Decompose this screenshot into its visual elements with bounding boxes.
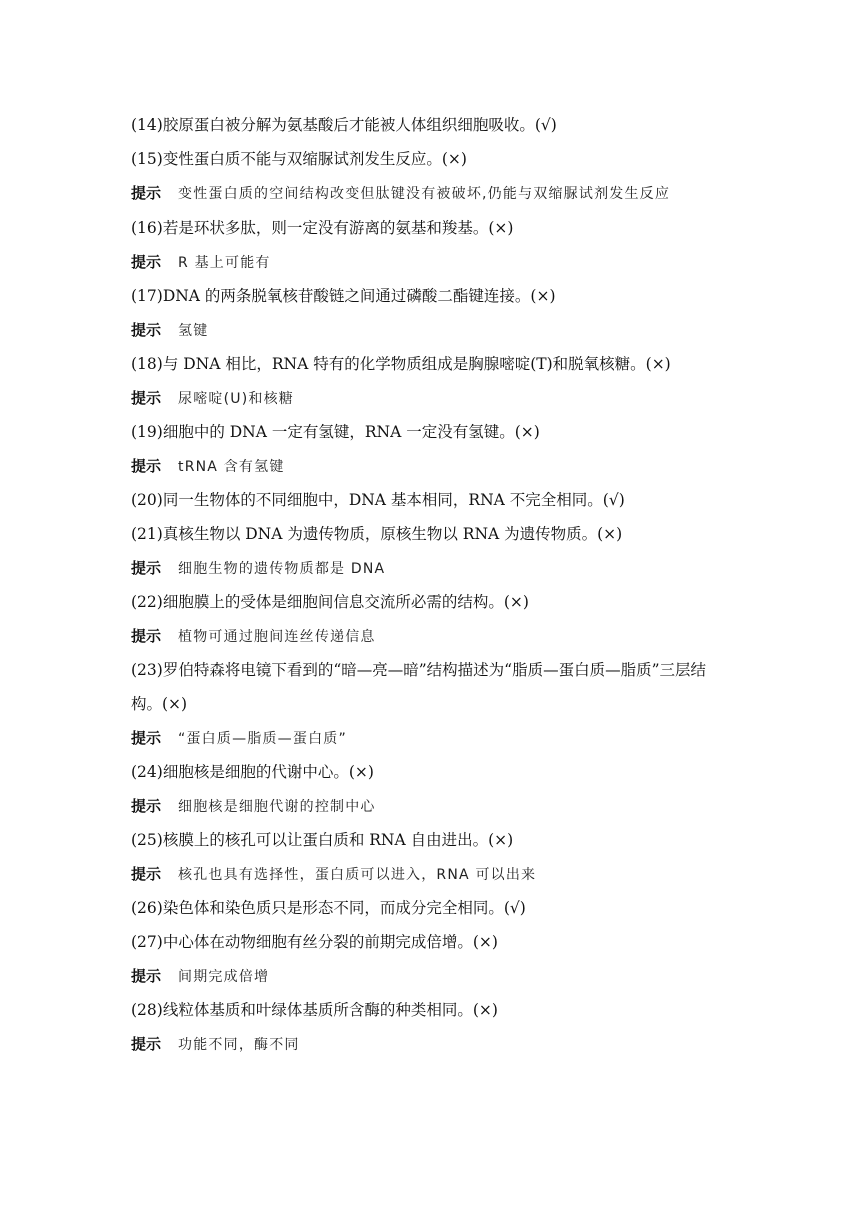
hint-18 (131, 381, 736, 415)
hint-16 (131, 245, 736, 279)
statement-18: (18)与 DNA 相比，RNA 特有的化学物质组成是胸腺嘧啶(T)和脱氧核糖。(×) (131, 355, 671, 373)
hint-15 (131, 176, 736, 211)
hint-label: 提示 (131, 321, 162, 339)
hint-label: 提示 (131, 865, 162, 883)
statement-19: (19)细胞中的 DNA 一定有氢键，RNA 一定没有氢键。(×) (131, 423, 540, 441)
statement-21: (21)真核生物以 DNA 为遗传物质，原核生物以 RNA 为遗传物质。(×) (131, 525, 623, 543)
hint-24 (131, 789, 736, 823)
hint-19 (131, 449, 736, 483)
statement-28: (28)线粒体基质和叶绿体基质所含酶的种类相同。(×) (131, 1001, 498, 1019)
hint-21 (131, 551, 736, 585)
hint-label: 提示 (131, 253, 162, 271)
hint-27 (131, 959, 736, 993)
statement-15: (15)变性蛋白质不能与双缩脲试剂发生反应。(×) (131, 150, 467, 168)
hint-text: 核孔也具有选择性，蛋白质可以进入，RNA 可以出来 (178, 867, 537, 883)
statement-24: (24)细胞核是细胞的代谢中心。(×) (131, 763, 374, 781)
hint-text: 细胞生物的遗传物质都是 DNA (178, 561, 386, 577)
statement-17: (17)DNA 的两条脱氧核苷酸链之间通过磷酸二酯键连接。(×) (131, 287, 556, 305)
statement-26: (26)染色体和染色质只是形态不同，而成分完全相同。(√) (131, 899, 526, 917)
hint-text: 功能不同，酶不同 (178, 1037, 300, 1053)
hint-28 (131, 1027, 736, 1061)
hint-25 (131, 857, 736, 891)
hint-text: “蛋白质—脂质—蛋白质” (178, 731, 347, 747)
hint-text: 氢键 (178, 323, 209, 339)
hint-label: 提示 (131, 729, 162, 747)
hint-label: 提示 (131, 559, 162, 577)
hint-label: 提示 (131, 967, 162, 985)
hint-text: tRNA 含有氢键 (178, 459, 285, 475)
hint-label: 提示 (131, 457, 162, 475)
hint-text: R 基上可能有 (178, 255, 271, 271)
hint-23 (131, 721, 736, 755)
statement-25: (25)核膜上的核孔可以让蛋白质和 RNA 自由进出。(×) (131, 831, 514, 849)
statement-23: (23)罗伯特森将电镜下看到的“暗—亮—暗”结构描述为“脂质—蛋白质—脂质”三层结构。(×) (131, 661, 707, 713)
hint-text: 尿嘧啶(U)和核糖 (178, 391, 294, 407)
hint-label: 提示 (131, 627, 162, 645)
hint-label: 提示 (131, 184, 162, 202)
hint-text: 植物可通过胞间连丝传递信息 (178, 629, 376, 645)
statement-14: (14)胶原蛋白被分解为氨基酸后才能被人体组织细胞吸收。(√) (131, 116, 557, 134)
hint-label: 提示 (131, 797, 162, 815)
statement-27: (27)中心体在动物细胞有丝分裂的前期完成倍增。(×) (131, 933, 498, 951)
statement-22: (22)细胞膜上的受体是细胞间信息交流所必需的结构。(×) (131, 593, 529, 611)
hint-label: 提示 (131, 389, 162, 407)
hint-22 (131, 619, 736, 653)
hint-text: 变性蛋白质的空间结构改变但肽键没有被破坏,仍能与双缩脲试剂发生反应 (178, 186, 671, 202)
hint-17 (131, 313, 736, 347)
document-body (131, 108, 736, 1061)
hint-text: 细胞核是细胞代谢的控制中心 (178, 799, 376, 815)
statement-16: (16)若是环状多肽，则一定没有游离的氨基和羧基。(×) (131, 219, 514, 237)
hint-label: 提示 (131, 1035, 162, 1053)
hint-text: 间期完成倍增 (178, 969, 270, 985)
statement-20: (20)同一生物体的不同细胞中，DNA 基本相同，RNA 不完全相同。(√) (131, 491, 625, 509)
